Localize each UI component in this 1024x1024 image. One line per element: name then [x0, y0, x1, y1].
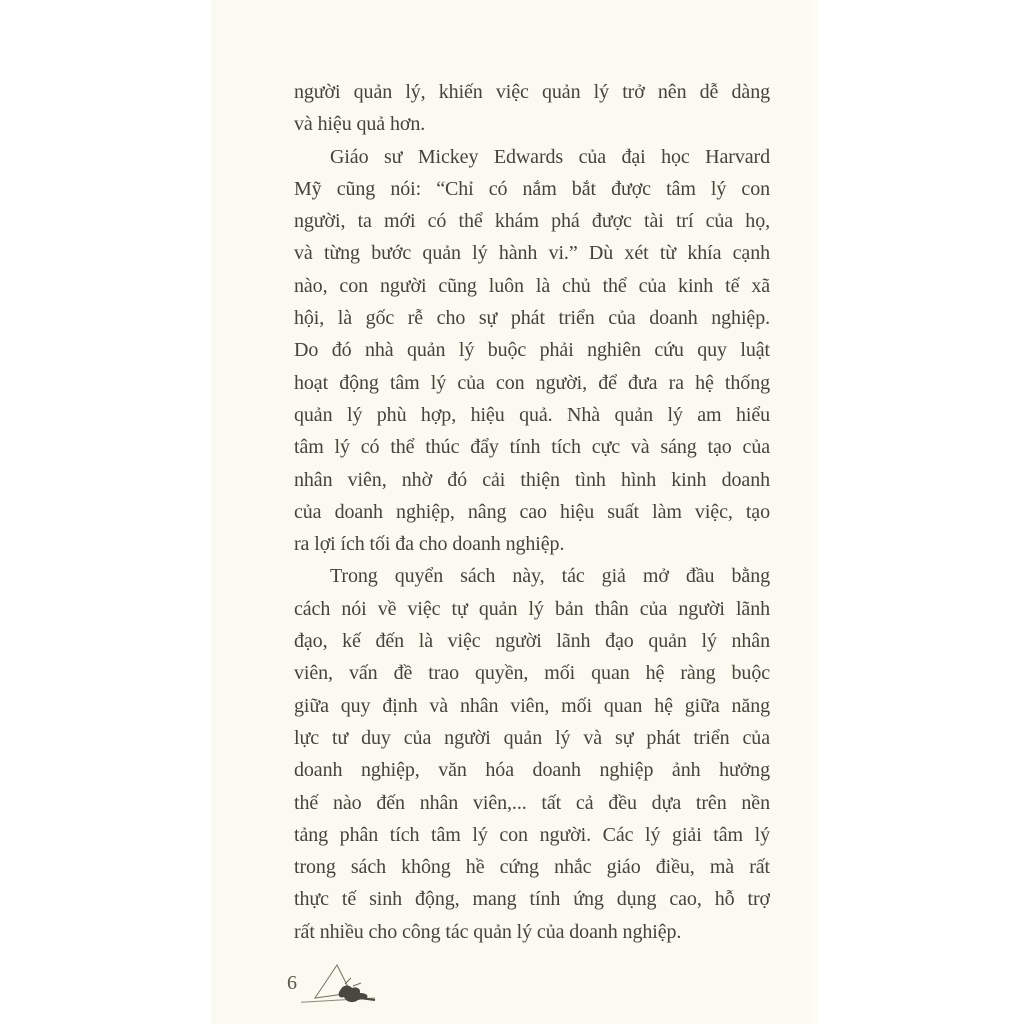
- text-line: tảng phân tích tâm lý con người. Các lý giải tâm lý: [294, 823, 770, 846]
- text-line: người, ta mới có thể khám phá được tài trí của họ,: [294, 210, 770, 233]
- text-line: nào, con người cũng luôn là chủ thể của kinh tế xã: [294, 274, 770, 297]
- paragraph: [294, 560, 770, 948]
- text-line: quản lý phù hợp, hiệu quả. Nhà quản lý am hiểu: [294, 403, 770, 426]
- text-line: và hiệu quả hơn.: [294, 113, 426, 136]
- text-line: thế nào đến nhân viên,... tất cả đều dựa trên nền: [294, 791, 770, 814]
- text-line: đạo, kế đến là việc người lãnh đạo quản lý nhân: [294, 630, 770, 653]
- page-number: 6: [287, 972, 297, 994]
- text-line: lực tư duy của người quản lý và sự phát triển của: [294, 726, 770, 749]
- text-line: hoạt động tâm lý của con người, để đưa ra hệ thống: [294, 371, 770, 394]
- text-line: thực tế sinh động, mang tính ứng dụng cao, hỗ trợ: [294, 888, 770, 911]
- text-line: Trong quyển sách này, tác giả mở đầu bằng: [330, 565, 770, 588]
- text-line: doanh nghiệp, văn hóa doanh nghiệp ảnh hưởng: [294, 759, 770, 782]
- text-line: và từng bước quản lý hành vi.” Dù xét từ khía cạnh: [294, 242, 770, 265]
- text-line: của doanh nghiệp, nâng cao hiệu suất làm việc, tạo: [294, 500, 770, 523]
- text-line: Do đó nhà quản lý buộc phải nghiên cứu quy luật: [294, 339, 770, 362]
- text-line: Mỹ cũng nói: “Chỉ có nắm bắt được tâm lý con: [294, 177, 770, 200]
- text-line: cách nói về việc tự quản lý bản thân của người lãnh: [294, 597, 770, 620]
- footer-doodle-icon: [301, 962, 387, 1008]
- text-line: ra lợi ích tối đa cho doanh nghiệp.: [294, 533, 565, 556]
- paragraph: [294, 76, 770, 141]
- text-line: Giáo sư Mickey Edwards của đại học Harvard: [330, 145, 770, 168]
- paragraph: [294, 141, 770, 561]
- text-line: trong sách không hề cứng nhắc giáo điều, mà rất: [294, 856, 770, 879]
- text-line: nhân viên, nhờ đó cải thiện tình hình kinh doanh: [294, 468, 770, 491]
- page-footer: [287, 962, 387, 1008]
- text-line: viên, vấn đề trao quyền, mối quan hệ ràng buộc: [294, 662, 770, 685]
- text-line: rất nhiều cho công tác quản lý của doanh nghiệp.: [294, 920, 682, 943]
- text-line: tâm lý có thể thúc đẩy tính tích cực và sáng tạo của: [294, 436, 770, 459]
- text-line: hội, là gốc rễ cho sự phát triển của doanh nghiệp.: [294, 307, 770, 330]
- body-text: [294, 76, 770, 948]
- text-line: giữa quy định và nhân viên, mối quan hệ giữa năng: [294, 694, 770, 717]
- book-page: [211, 0, 819, 1024]
- text-line: người quản lý, khiến việc quản lý trở nên dễ dàng: [294, 81, 770, 103]
